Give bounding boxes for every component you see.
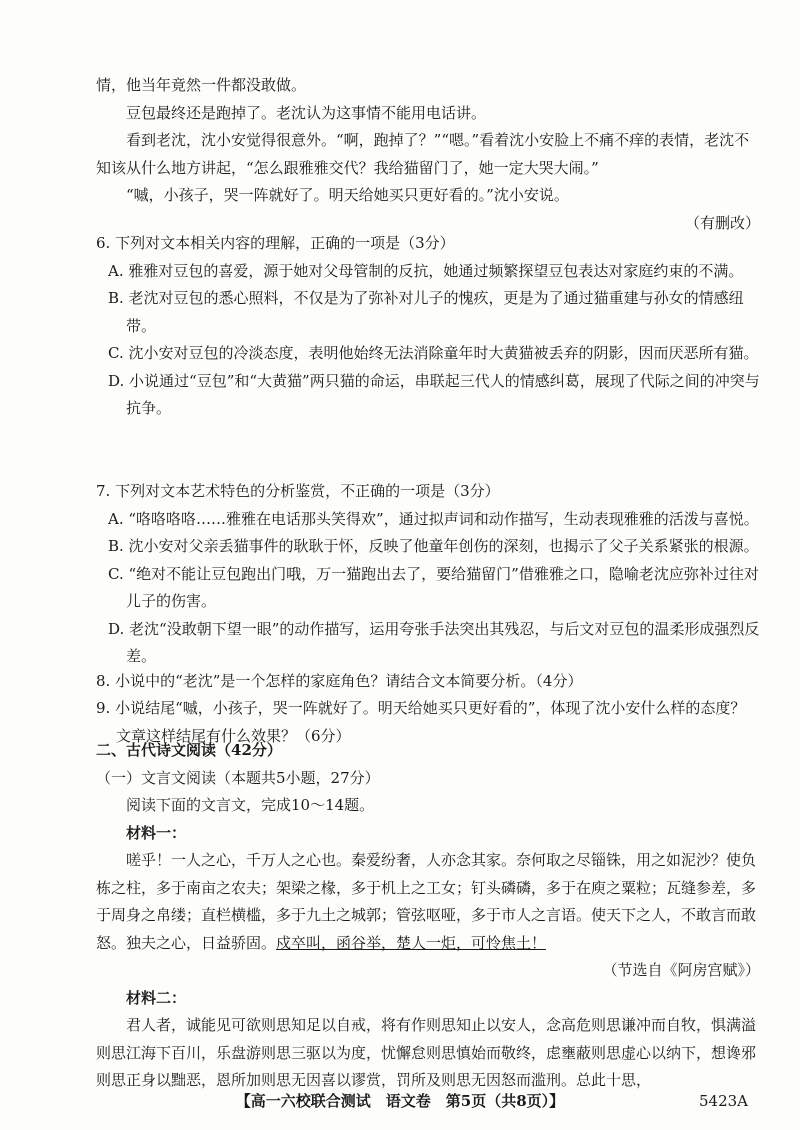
story-line: 豆包最终还是跑掉了。老沈认为这事情不能用电话讲。 bbox=[126, 103, 487, 122]
source-note: （有删改） bbox=[684, 213, 760, 232]
material-two-label: 材料二： bbox=[126, 988, 187, 1007]
material-one-source: （节选自《阿房宫赋》） bbox=[602, 961, 760, 979]
option-a: A. “咯咯咯咯……雅雅在电话那头笑得欢”，通过拟声词和动作描写，生动表现雅雅的活泼与喜悦。 bbox=[108, 509, 759, 528]
question-7 bbox=[96, 478, 760, 671]
option-b: B. 沈小安对父亲丢猫事件的耿耿于怀，反映了他童年创伤的深刻，也揭示了父子关系紧张的根源。 bbox=[108, 537, 759, 555]
material-two-text: 君人者，诚能见可欲则思知足以自戒，将有作则思知止以安人，念高危则思谦冲而自牧，惧满溢则思江海下百川，乐盘游则思三驱以为度，忧懈怠则思慎始而敬终，虑壅蔽则思虚心以纳下，想谗邪则思正身以黜恶，恩所加则思无因喜以谬赏，罚所及则思无因怒而滥刑。总此十思， bbox=[96, 1016, 757, 1089]
underlined-sentence: 戍卒叫，函谷举，楚人一炬，可怜焦土！ bbox=[276, 933, 547, 952]
page-footer: 【高一六校联合测试 语文卷 第5页（共8页）】 bbox=[235, 1092, 565, 1110]
option-c: C. 沈小安对豆包的冷淡态度，表明他始终无法消除童年时大黄猫被丢弃的阴影，因而厌恶所有猫。 bbox=[108, 344, 759, 362]
question-6 bbox=[96, 230, 760, 423]
story-line: 情，他当年竟然一件都没敢做。 bbox=[96, 76, 307, 94]
option-b: B. 老沈对豆包的悉心照料，不仅是为了弥补对儿子的愧疚，更是为了通过猫重建与孙女的情感纽带。 bbox=[108, 289, 744, 335]
subsection-title: （一）文言文阅读（本题共5小题，27分） bbox=[96, 768, 380, 787]
question-8 bbox=[96, 668, 760, 696]
instruction: 阅读下面的文言文，完成10～14题。 bbox=[126, 796, 375, 814]
story-line: “嘁，小孩子，哭一阵就好了。明天给她买只更好看的。”沈小安说。 bbox=[126, 186, 569, 204]
material-one-label: 材料一： bbox=[126, 823, 187, 842]
question-stem: 9. 小说结尾“嘁，小孩子，哭一阵就好了。明天给她买只更好看的”，体现了沈小安什么样的态度？文章这样结尾有什么效果？（6分） bbox=[96, 699, 746, 745]
question-stem: 6. 下列对文本相关内容的理解，正确的一项是（3分） bbox=[96, 234, 455, 252]
question-stem: 7. 下列对文本艺术特色的分析鉴赏，不正确的一项是（3分） bbox=[96, 482, 500, 500]
material-one-text bbox=[96, 847, 760, 957]
option-d: D. 老沈“没敢朝下望一眼”的动作描写，运用夸张手法突出其残忍，与后文对豆包的温柔形成强烈反差。 bbox=[108, 619, 760, 665]
option-d: D. 小说通过“豆包”和“大黄猫”两只猫的命运，串联起三代人的情感纠葛，展现了代际之间的冲突与抗争。 bbox=[108, 371, 760, 417]
story-line: 看到老沈，沈小安觉得很意外。“啊，跑掉了？”“嗯。”看着沈小安脸上不痛不痒的表情，老沈不知该从什么地方讲起，“怎么跟雅雅交代？我给猫留门了，她一定大哭大闹。” bbox=[96, 131, 750, 177]
paper-code: 5423A bbox=[698, 1092, 748, 1110]
option-a: A. 雅雅对豆包的喜爱，源于她对父母管制的反抗，她通过频繁探望豆包表达对家庭约束的不满。 bbox=[108, 261, 744, 280]
option-c: C. “绝对不能让豆包跑出门哦，万一猫跑出去了，要给猫留门”借雅雅之口，隐喻老沈应弥补过往对儿子的伤害。 bbox=[108, 564, 759, 610]
story-ending bbox=[96, 72, 760, 237]
part-two bbox=[96, 737, 760, 1095]
section-title: 二、古代诗文阅读（42分） bbox=[96, 741, 282, 759]
question-stem: 8. 小说中的“老沈”是一个怎样的家庭角色？请结合文本简要分析。（4分） bbox=[96, 672, 583, 690]
material-one-body: 嗟乎！一人之心，千万人之心也。秦爱纷奢，人亦念其家。奈何取之尽锱铢，用之如泥沙？使负栋之柱，多于南亩之农夫；架梁之椽，多于机上之工女；钉头磷磷，多于在庾之粟粒；瓦缝参差，多于周身之帛缕；直栏横槛，多于九土之城郭；管弦呕哑，多于市人之言语。使天下之人，不敢言而敢怒。独夫之心，日益骄固。 bbox=[96, 851, 757, 952]
